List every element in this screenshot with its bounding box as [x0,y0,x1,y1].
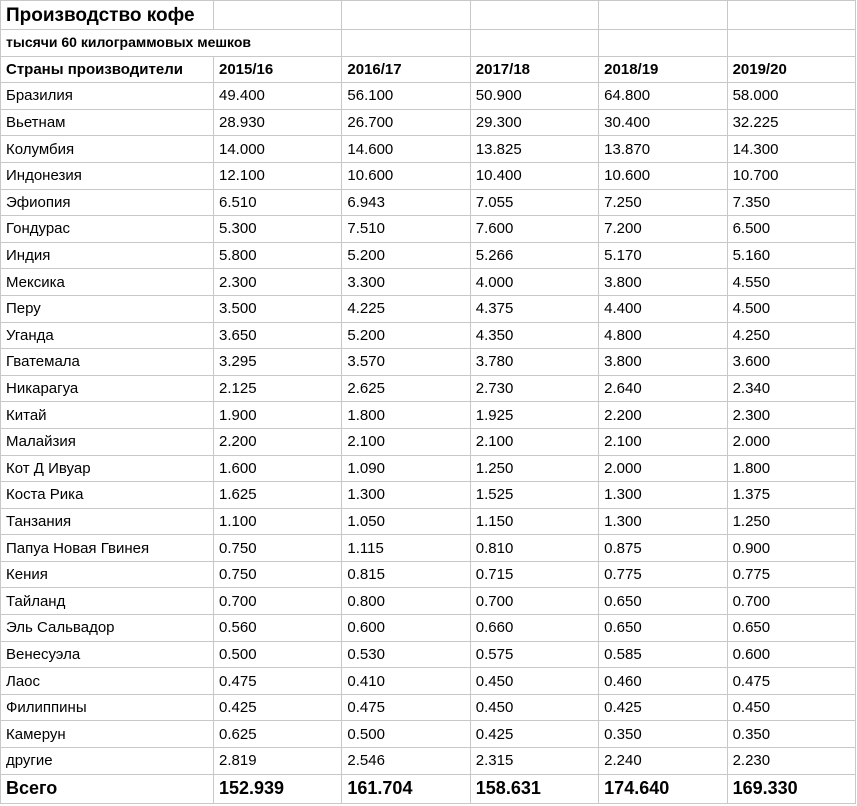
empty-cell [727,1,855,30]
value-cell: 1.250 [727,508,855,535]
value-cell: 1.150 [470,508,598,535]
table-row [1,189,856,216]
header-year: 2018/19 [599,56,727,83]
value-cell: 2.000 [727,428,855,455]
value-cell: 28.930 [214,109,342,136]
value-cell: 2.000 [599,455,727,482]
table-row [1,216,856,243]
value-cell: 0.625 [214,721,342,748]
header-year: 2016/17 [342,56,470,83]
value-cell: 6.500 [727,216,855,243]
value-cell: 0.775 [727,561,855,588]
value-cell: 7.510 [342,216,470,243]
table-row [1,402,856,429]
value-cell: 1.800 [727,455,855,482]
empty-cell [214,1,342,30]
value-cell: 0.650 [599,588,727,615]
value-cell: 12.100 [214,162,342,189]
value-cell: 6.943 [342,189,470,216]
table-row [1,83,856,110]
table-row [1,269,856,296]
value-cell: 0.350 [727,721,855,748]
value-cell: 7.200 [599,216,727,243]
value-cell: 6.510 [214,189,342,216]
table-row [1,561,856,588]
value-cell: 2.819 [214,748,342,775]
value-cell: 26.700 [342,109,470,136]
value-cell: 1.625 [214,482,342,509]
value-cell: 49.400 [214,83,342,110]
value-cell: 10.700 [727,162,855,189]
country-cell: Лаос [1,668,214,695]
value-cell: 4.000 [470,269,598,296]
total-row [1,774,856,803]
country-cell: Венесуэла [1,641,214,668]
value-cell: 4.500 [727,295,855,322]
value-cell: 2.625 [342,375,470,402]
value-cell: 30.400 [599,109,727,136]
value-cell: 5.300 [214,216,342,243]
subtitle-row [1,30,856,57]
value-cell: 0.460 [599,668,727,695]
value-cell: 0.810 [470,535,598,562]
value-cell: 50.900 [470,83,598,110]
country-cell: Кения [1,561,214,588]
value-cell: 0.775 [599,561,727,588]
value-cell: 2.100 [342,428,470,455]
value-cell: 2.640 [599,375,727,402]
value-cell: 32.225 [727,109,855,136]
value-cell: 5.266 [470,242,598,269]
value-cell: 0.600 [342,615,470,642]
value-cell: 0.425 [470,721,598,748]
value-cell: 3.570 [342,349,470,376]
value-cell: 2.315 [470,748,598,775]
value-cell: 14.000 [214,136,342,163]
value-cell: 0.815 [342,561,470,588]
value-cell: 0.900 [727,535,855,562]
empty-cell [470,1,598,30]
value-cell: 0.475 [342,694,470,721]
value-cell: 5.170 [599,242,727,269]
country-cell: Колумбия [1,136,214,163]
table-row [1,721,856,748]
value-cell: 10.600 [599,162,727,189]
country-cell: Коста Рика [1,482,214,509]
total-label: Всего [1,774,214,803]
empty-cell [342,30,470,57]
value-cell: 1.090 [342,455,470,482]
header-year: 2015/16 [214,56,342,83]
value-cell: 0.700 [214,588,342,615]
value-cell: 5.200 [342,322,470,349]
value-cell: 2.300 [214,269,342,296]
country-cell: Никарагуа [1,375,214,402]
value-cell: 7.600 [470,216,598,243]
value-cell: 3.780 [470,349,598,376]
table-row [1,641,856,668]
value-cell: 4.250 [727,322,855,349]
value-cell: 3.800 [599,269,727,296]
total-value-cell: 158.631 [470,774,598,803]
value-cell: 5.160 [727,242,855,269]
value-cell: 0.450 [470,694,598,721]
value-cell: 2.300 [727,402,855,429]
country-cell: Уганда [1,322,214,349]
table-row [1,322,856,349]
empty-cell [470,30,598,57]
value-cell: 2.100 [599,428,727,455]
country-cell: Мексика [1,269,214,296]
table-row [1,694,856,721]
value-cell: 0.750 [214,561,342,588]
value-cell: 0.450 [727,694,855,721]
value-cell: 1.525 [470,482,598,509]
value-cell: 4.350 [470,322,598,349]
value-cell: 0.575 [470,641,598,668]
value-cell: 2.200 [214,428,342,455]
country-cell: Вьетнам [1,109,214,136]
value-cell: 2.200 [599,402,727,429]
value-cell: 1.800 [342,402,470,429]
country-cell: Бразилия [1,83,214,110]
value-cell: 1.375 [727,482,855,509]
header-year: 2017/18 [470,56,598,83]
table-row [1,482,856,509]
table-row [1,109,856,136]
value-cell: 0.600 [727,641,855,668]
table-row [1,615,856,642]
value-cell: 0.425 [214,694,342,721]
value-cell: 7.350 [727,189,855,216]
value-cell: 1.050 [342,508,470,535]
sheet-title: Производство кофе [1,1,214,30]
country-cell: Кот Д Ивуар [1,455,214,482]
value-cell: 0.410 [342,668,470,695]
table-row [1,455,856,482]
value-cell: 14.600 [342,136,470,163]
value-cell: 1.900 [214,402,342,429]
country-cell: другие [1,748,214,775]
value-cell: 3.600 [727,349,855,376]
value-cell: 10.400 [470,162,598,189]
value-cell: 1.100 [214,508,342,535]
value-cell: 1.600 [214,455,342,482]
value-cell: 0.475 [214,668,342,695]
value-cell: 2.240 [599,748,727,775]
empty-cell [599,1,727,30]
country-cell: Камерун [1,721,214,748]
table-row [1,295,856,322]
value-cell: 2.730 [470,375,598,402]
country-cell: Филиппины [1,694,214,721]
value-cell: 0.700 [470,588,598,615]
value-cell: 0.650 [727,615,855,642]
country-cell: Гондурас [1,216,214,243]
value-cell: 2.340 [727,375,855,402]
value-cell: 7.055 [470,189,598,216]
value-cell: 1.300 [342,482,470,509]
country-cell: Малайзия [1,428,214,455]
value-cell: 13.870 [599,136,727,163]
value-cell: 10.600 [342,162,470,189]
total-value-cell: 161.704 [342,774,470,803]
value-cell: 4.800 [599,322,727,349]
empty-cell [727,30,855,57]
value-cell: 2.546 [342,748,470,775]
table-row [1,748,856,775]
value-cell: 2.230 [727,748,855,775]
value-cell: 0.530 [342,641,470,668]
value-cell: 0.700 [727,588,855,615]
value-cell: 5.200 [342,242,470,269]
table-row [1,588,856,615]
value-cell: 4.550 [727,269,855,296]
value-cell: 3.800 [599,349,727,376]
value-cell: 1.300 [599,482,727,509]
value-cell: 0.475 [727,668,855,695]
value-cell: 0.500 [214,641,342,668]
table-row [1,375,856,402]
table-row [1,349,856,376]
value-cell: 13.825 [470,136,598,163]
value-cell: 0.650 [599,615,727,642]
value-cell: 0.800 [342,588,470,615]
country-cell: Эль Сальвадор [1,615,214,642]
total-value-cell: 152.939 [214,774,342,803]
value-cell: 56.100 [342,83,470,110]
value-cell: 29.300 [470,109,598,136]
sheet-subtitle: тысячи 60 килограммовых мешков [1,30,342,57]
country-cell: Индия [1,242,214,269]
country-cell: Гватемала [1,349,214,376]
country-cell: Китай [1,402,214,429]
value-cell: 0.715 [470,561,598,588]
header-row [1,56,856,83]
value-cell: 0.585 [599,641,727,668]
value-cell: 14.300 [727,136,855,163]
table-row [1,136,856,163]
country-cell: Папуа Новая Гвинея [1,535,214,562]
value-cell: 0.875 [599,535,727,562]
table-row [1,508,856,535]
empty-cell [342,1,470,30]
value-cell: 1.925 [470,402,598,429]
value-cell: 5.800 [214,242,342,269]
value-cell: 58.000 [727,83,855,110]
country-cell: Перу [1,295,214,322]
title-row [1,1,856,30]
value-cell: 3.650 [214,322,342,349]
header-year: 2019/20 [727,56,855,83]
value-cell: 0.500 [342,721,470,748]
value-cell: 1.115 [342,535,470,562]
table-row [1,162,856,189]
value-cell: 2.100 [470,428,598,455]
value-cell: 4.225 [342,295,470,322]
country-cell: Индонезия [1,162,214,189]
value-cell: 0.750 [214,535,342,562]
total-value-cell: 174.640 [599,774,727,803]
table-row [1,428,856,455]
value-cell: 0.425 [599,694,727,721]
value-cell: 4.375 [470,295,598,322]
value-cell: 64.800 [599,83,727,110]
value-cell: 2.125 [214,375,342,402]
value-cell: 1.300 [599,508,727,535]
total-value-cell: 169.330 [727,774,855,803]
value-cell: 7.250 [599,189,727,216]
table-row [1,668,856,695]
value-cell: 0.350 [599,721,727,748]
value-cell: 0.660 [470,615,598,642]
value-cell: 3.300 [342,269,470,296]
country-cell: Танзания [1,508,214,535]
empty-cell [599,30,727,57]
value-cell: 3.500 [214,295,342,322]
value-cell: 0.450 [470,668,598,695]
value-cell: 4.400 [599,295,727,322]
header-country: Страны производители [1,56,214,83]
value-cell: 1.250 [470,455,598,482]
country-cell: Эфиопия [1,189,214,216]
table-row [1,242,856,269]
table-row [1,535,856,562]
value-cell: 0.560 [214,615,342,642]
country-cell: Тайланд [1,588,214,615]
value-cell: 3.295 [214,349,342,376]
